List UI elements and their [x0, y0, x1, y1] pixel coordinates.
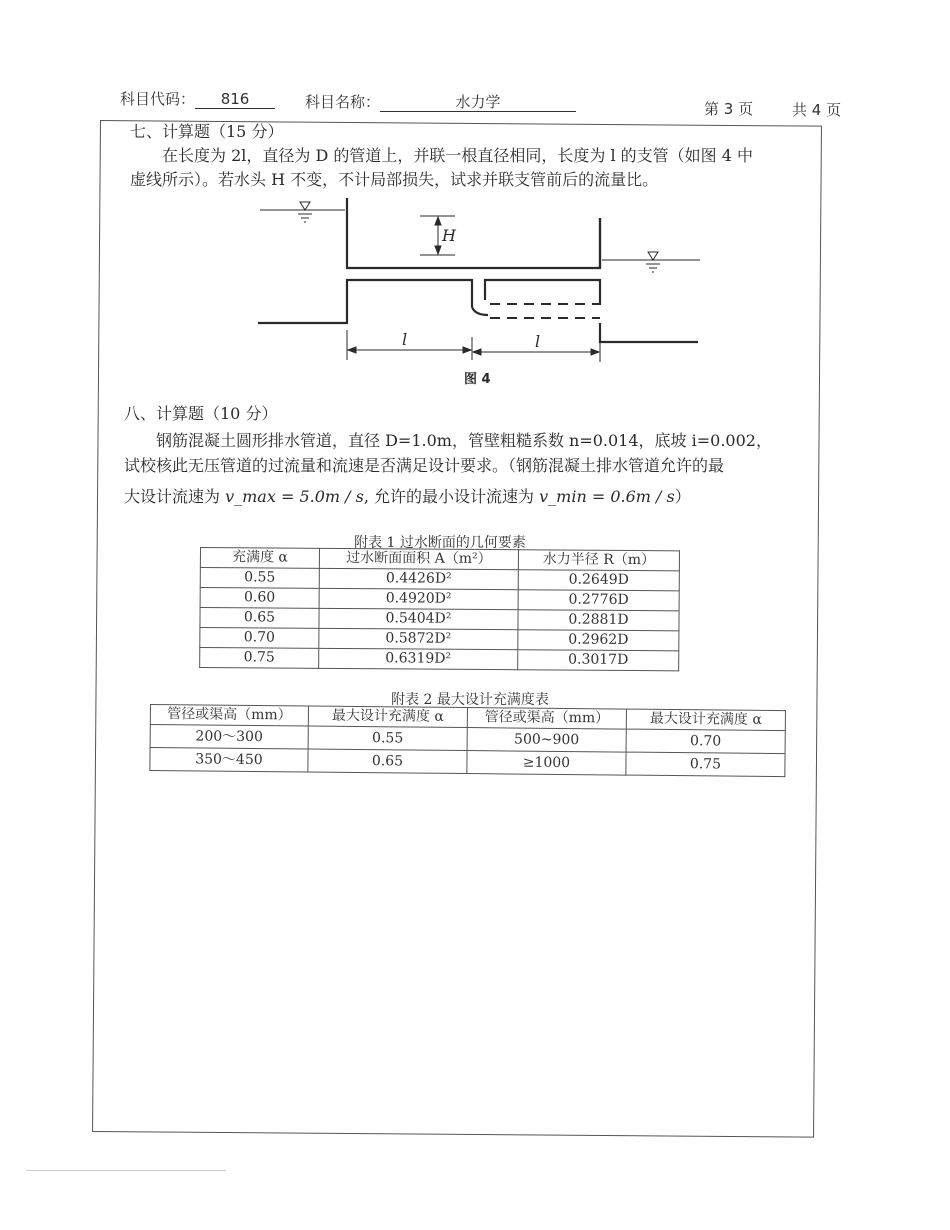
table-row — [200, 648, 679, 671]
table-row — [200, 588, 679, 611]
subject-code — [120, 88, 275, 109]
table2-header: 最大设计充满度 α — [308, 706, 467, 728]
table1-caption: 附表 1 过水断面的几何要素 — [354, 535, 526, 551]
table-row — [200, 568, 679, 591]
table2-cell: 0.70 — [626, 729, 785, 754]
table1-header: 充满度 α — [200, 548, 319, 569]
table1-header: 水力半径 R（m） — [518, 550, 679, 571]
page-number: 第 3 页 — [704, 100, 754, 118]
table-row — [200, 628, 679, 651]
figure-4-caption: 图 4 — [464, 372, 491, 387]
table2-header: 最大设计充满度 α — [626, 709, 785, 731]
table2-cell: 0.65 — [308, 749, 467, 774]
q8-line3-c: ） — [674, 487, 691, 506]
length-label-2: l — [535, 332, 541, 351]
table1-cell: 0.4920D² — [319, 588, 518, 609]
subject-name-value: 水力学 — [380, 94, 576, 112]
branch-top — [485, 280, 600, 305]
q8-line1: 钢筋混凝土圆形排水管道，直径 D=1.0m，管壁粗糙系数 n=0.014，底坡 i=0.002， — [156, 431, 772, 450]
table1-cell: 0.6319D² — [319, 648, 518, 669]
q8-line3-a: 大设计流速为 — [124, 487, 226, 506]
q7-body — [130, 144, 835, 192]
q7-line2: 虚线所示）。若水头 H 不变，不计局部损失，试求并联支管前后的流量比。 — [130, 170, 659, 189]
table2-header: 管径或渠高（mm） — [467, 708, 626, 730]
q7-line1: 在长度为 2l，直径为 D 的管道上，并联一根直径相同，长度为 l 的支管（如图 4 中 — [162, 146, 754, 165]
water-level-symbol-left — [298, 202, 312, 222]
table1-header: 过水断面面积 A（m²） — [319, 548, 518, 569]
table1-cell: 0.2649D — [518, 570, 679, 591]
table2-cell: 500~900 — [467, 728, 626, 753]
table1-cell: 0.5404D² — [319, 608, 518, 629]
vmin-formula: v_min = 0.6m / s — [539, 487, 675, 506]
q8-title: 八、计算题（10 分） — [124, 404, 278, 423]
vmax-formula: v_max = 5.0m / s — [225, 487, 364, 506]
table1-cell: 0.2881D — [518, 610, 679, 631]
table2-cell: 350～450 — [150, 748, 308, 773]
table2-cell: 0.55 — [308, 726, 467, 751]
length-dimensions — [347, 330, 600, 362]
table1-cell: 0.2962D — [518, 630, 679, 651]
table1-cell: 0.5872D² — [319, 628, 518, 649]
branch-junction — [472, 307, 488, 315]
table1-cell: 0.4426D² — [319, 568, 518, 589]
length-label-1: l — [402, 330, 408, 349]
q8-body — [124, 428, 836, 509]
table1-cell: 0.70 — [200, 628, 319, 649]
table1-header-row — [200, 548, 679, 571]
table2-cell: ≥1000 — [467, 751, 626, 776]
table1 — [199, 547, 680, 671]
right-bottom — [600, 323, 698, 342]
table2-cell: 0.75 — [626, 752, 785, 777]
scan-edge-line — [26, 1170, 226, 1171]
head-label: H — [442, 226, 456, 245]
subject-name-label: 科目名称： — [305, 93, 381, 111]
figure-4 — [250, 192, 710, 392]
table1-cell: 0.2776D — [518, 590, 679, 611]
left-tank-and-pipe-top — [347, 198, 600, 268]
subject-code-label: 科目代码： — [120, 90, 196, 108]
q8-line3-b: , 允许的最小设计流速为 — [363, 487, 540, 506]
total-pages: 共 4 页 — [792, 101, 842, 119]
table2-cell: 200～300 — [150, 725, 308, 750]
main-pipe-left-section — [258, 280, 472, 323]
subject-name — [305, 91, 576, 112]
table2 — [149, 704, 786, 777]
q8-line2: 试校核此无压管道的过流量和流速是否满足设计要求。（钢筋混凝土排水管道允许的最 — [124, 456, 725, 475]
q7-title: 七、计算题（15 分） — [130, 122, 284, 141]
table-row — [200, 608, 679, 631]
table1-cell: 0.65 — [200, 608, 319, 629]
table2-caption: 附表 2 最大设计充满度表 — [391, 692, 549, 708]
table1-cell: 0.60 — [200, 588, 319, 609]
water-level-symbol-right — [646, 252, 660, 272]
table1-cell: 0.75 — [200, 648, 319, 669]
q8-line3 — [124, 484, 836, 509]
table1-cell: 0.55 — [200, 568, 319, 589]
table2-header: 管径或渠高（mm） — [150, 705, 308, 727]
subject-code-value: 816 — [195, 91, 275, 109]
table1-cell: 0.3017D — [518, 650, 679, 671]
